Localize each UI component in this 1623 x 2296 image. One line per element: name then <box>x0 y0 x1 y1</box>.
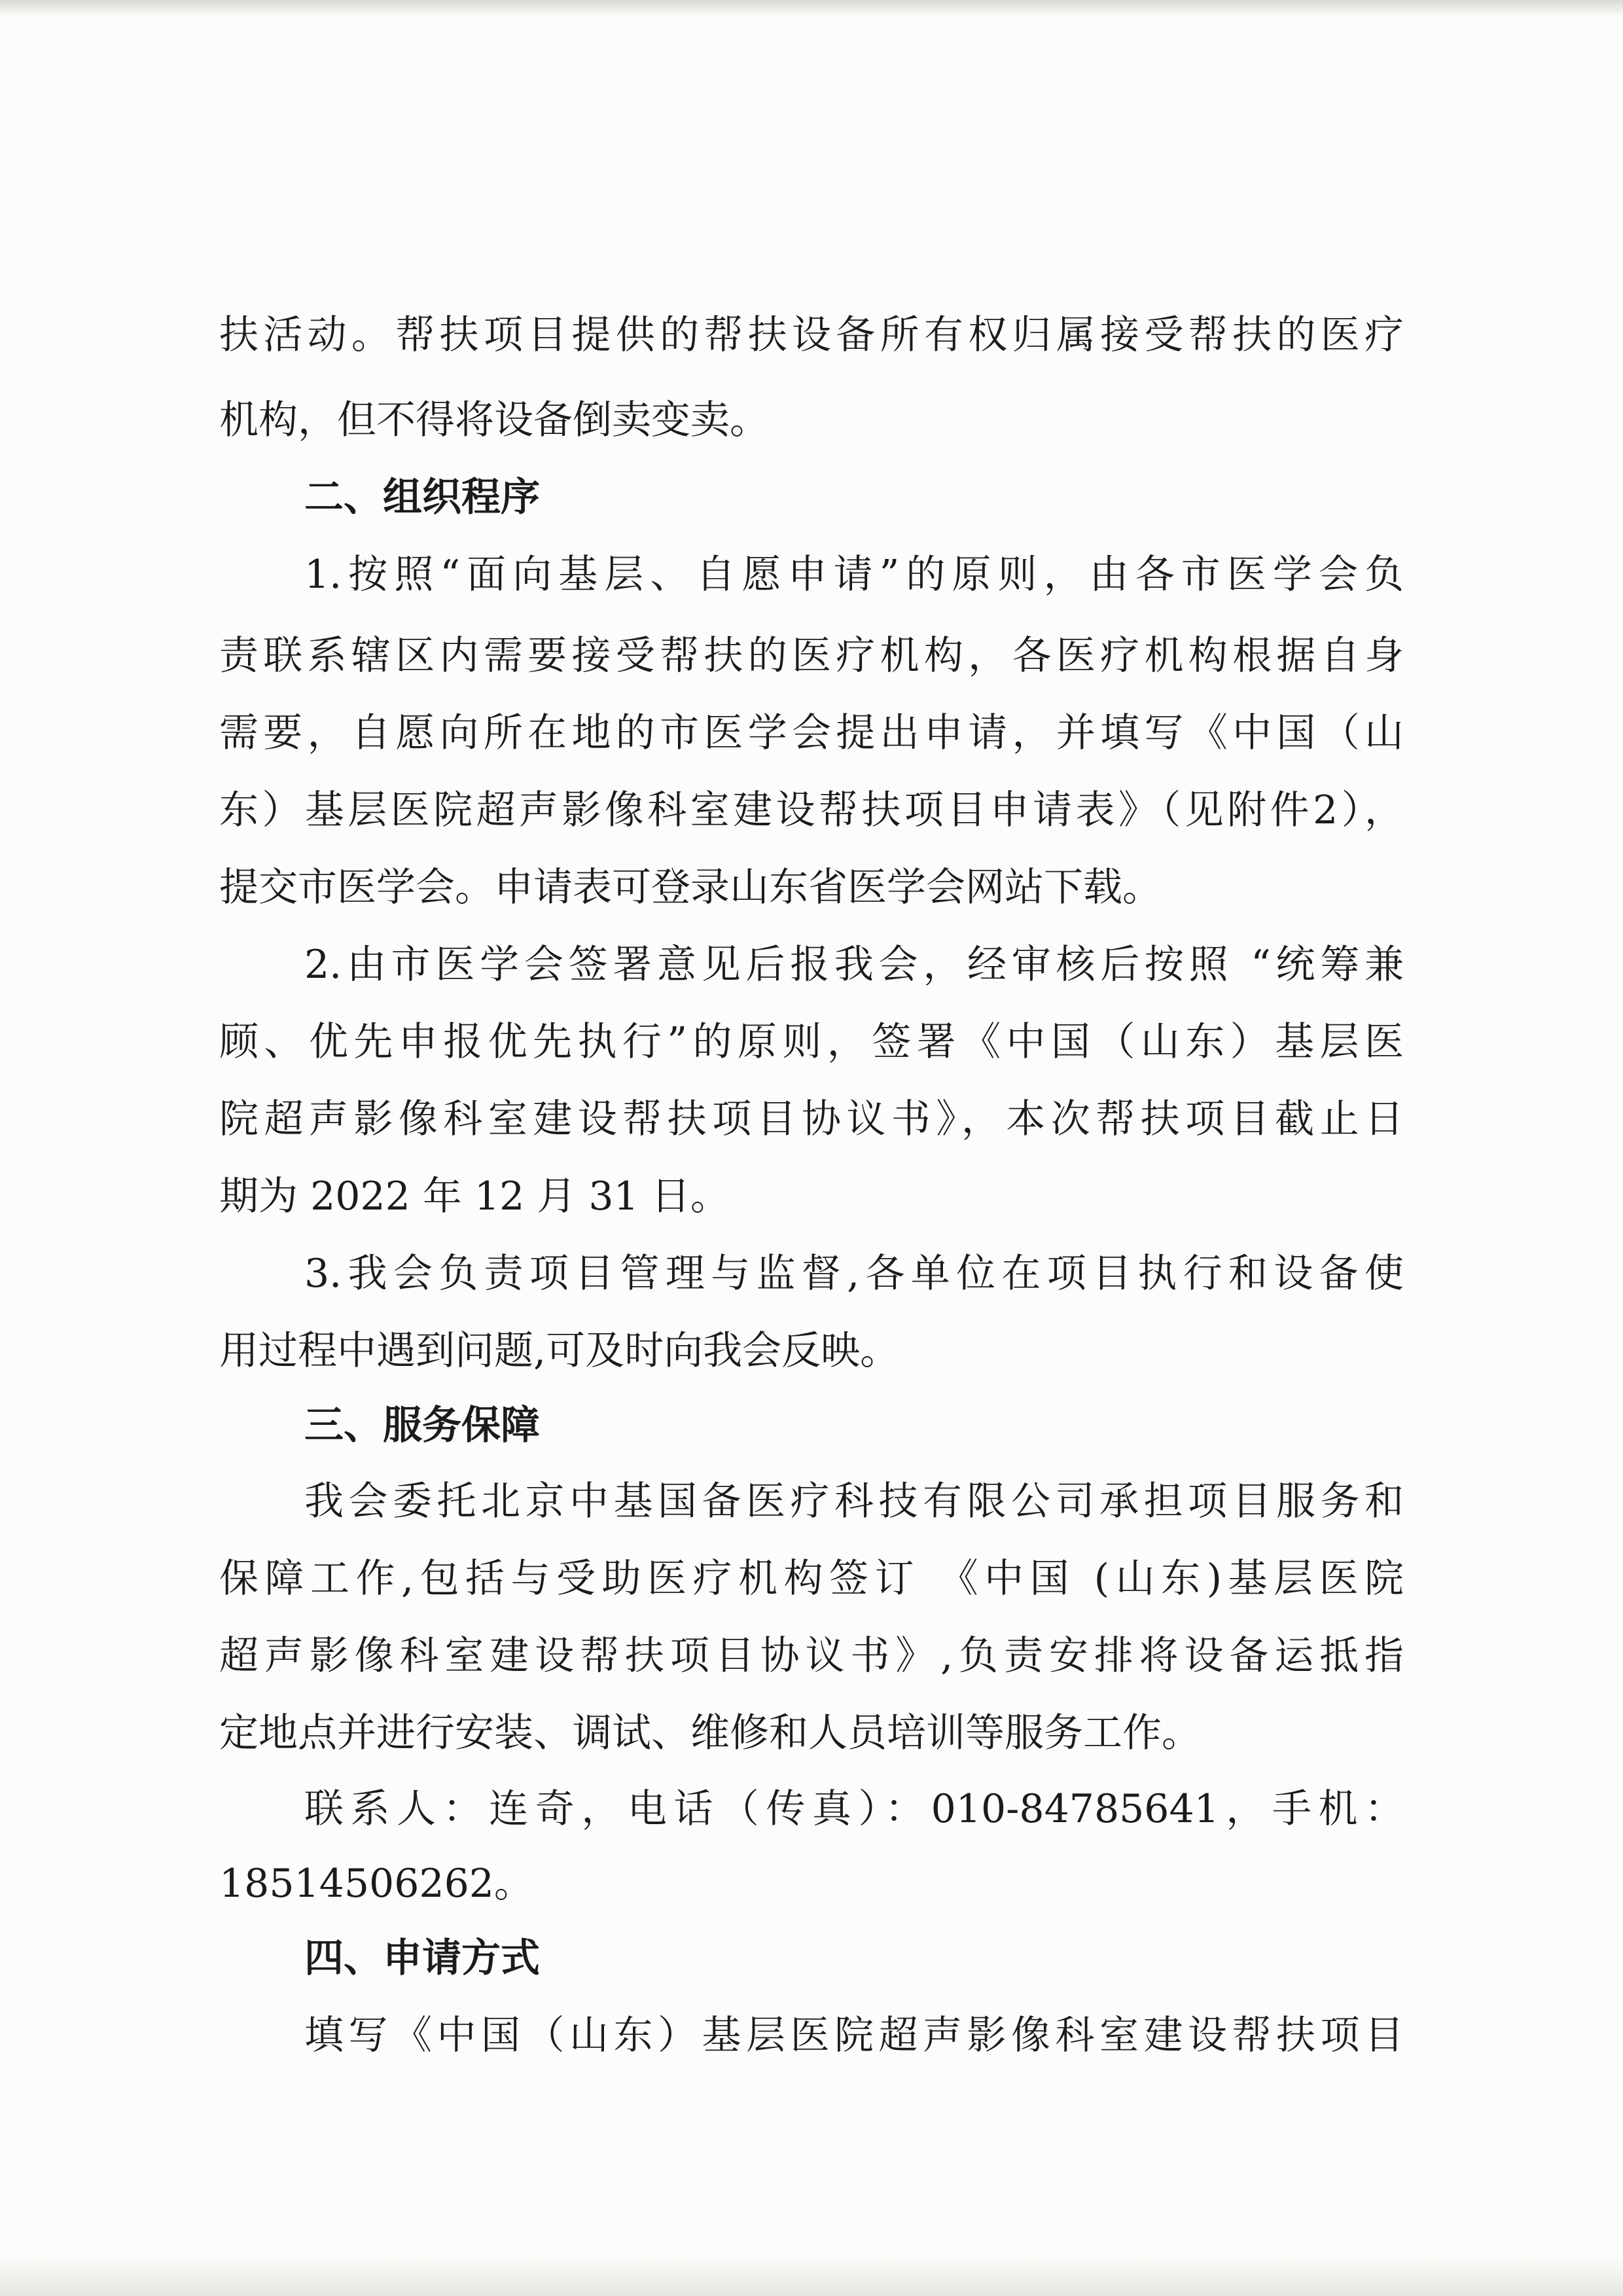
body-line: 我会委托北京中基国备医疗科技有限公司承担项目服务和 <box>304 1479 1404 1524</box>
body-line: 需要，自愿向所在地的市医学会提出申请，并填写《中国（山 <box>219 710 1404 756</box>
scan-bottom-edge <box>0 2257 1623 2296</box>
body-line: 责联系辖区内需要接受帮扶的医疗机构，各医疗机构根据自身 <box>219 633 1404 679</box>
body-line: 1.按照“面向基层、自愿申请”的原则，由各市医学会负 <box>304 552 1404 598</box>
body-line: 院超声影像科室建设帮扶项目协议书》，本次帮扶项目截止日 <box>219 1096 1404 1142</box>
body-line: 2.由市医学会签署意见后报我会，经审核后按照 “统筹兼 <box>304 942 1404 988</box>
scan-top-edge <box>0 0 1623 17</box>
body-line: 期为 2022 年 12 月 31 日。 <box>219 1174 730 1219</box>
body-line: 填写《中国（山东）基层医院超声影像科室建设帮扶项目 <box>304 2013 1404 2058</box>
body-line: 扶活动。帮扶项目提供的帮扶设备所有权归属接受帮扶的医疗 <box>219 312 1404 358</box>
body-line: 用过程中遇到问题,可及时向我会反映。 <box>219 1328 900 1374</box>
contact-mobile: 18514506262。 <box>219 1861 533 1907</box>
section-heading-application: 四、申请方式 <box>304 1935 540 1981</box>
body-line: 保障工作,包括与受助医疗机构签订 《中国 (山东)基层医院 <box>219 1556 1404 1602</box>
body-line: 提交市医学会。申请表可登录山东省医学会网站下载。 <box>219 865 1162 910</box>
body-line: 东）基层医院超声影像科室建设帮扶项目申请表》（见附件2）， <box>219 787 1404 833</box>
section-heading-organization: 二、组织程序 <box>304 475 540 520</box>
body-line: 超声影像科室建设帮扶项目协议书》,负责安排将设备运抵指 <box>219 1633 1404 1679</box>
body-line: 顾、优先申报优先执行”的原则，签署《中国（山东）基层医 <box>219 1019 1404 1065</box>
body-line: 定地点并进行安装、调试、维修和人员培训等服务工作。 <box>219 1710 1201 1756</box>
body-line: 机构，但不得将设备倒卖变卖。 <box>219 397 769 443</box>
body-line: 3.我会负责项目管理与监督,各单位在项目执行和设备使 <box>304 1251 1404 1297</box>
contact-line: 联系人：连奇，电话（传真）：010-84785641，手机： <box>304 1786 1404 1832</box>
section-heading-service: 三、服务保障 <box>304 1403 540 1448</box>
